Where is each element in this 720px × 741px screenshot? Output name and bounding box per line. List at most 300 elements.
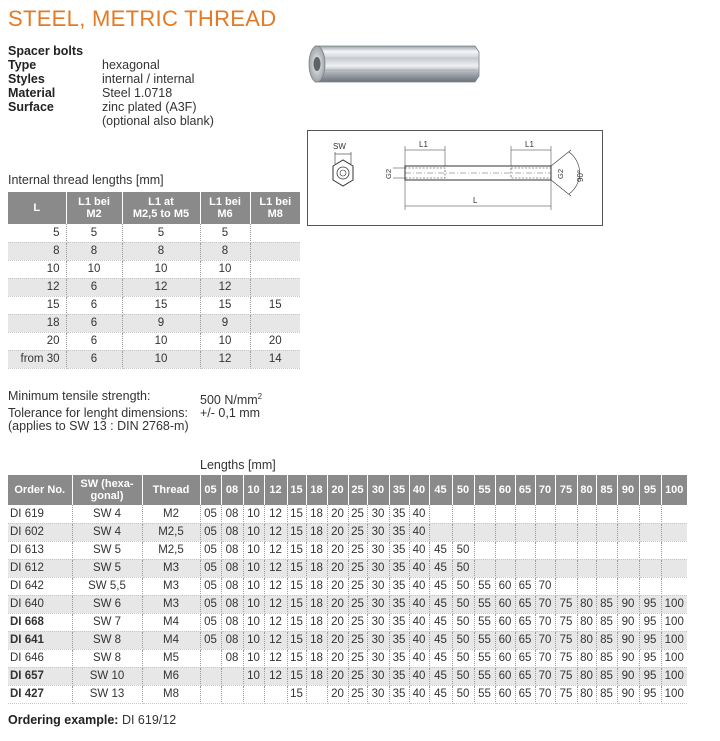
length-cell: 30 bbox=[367, 631, 389, 649]
length-cell: 15 bbox=[287, 541, 306, 559]
length-cell: 10 bbox=[243, 577, 264, 595]
column-header-line: M6 bbox=[217, 208, 233, 220]
table-cell: 6 bbox=[66, 278, 122, 296]
column-header bbox=[200, 192, 250, 224]
length-cell bbox=[221, 685, 243, 703]
page-title: STEEL, METRIC THREAD bbox=[8, 6, 277, 31]
length-cell: 90 bbox=[617, 613, 639, 631]
length-cell bbox=[452, 505, 474, 523]
column-header-line: gonal) bbox=[90, 490, 124, 502]
thread-cell: M6 bbox=[142, 667, 200, 685]
length-cell bbox=[639, 505, 661, 523]
length-cell: 85 bbox=[596, 685, 617, 703]
length-cell: 40 bbox=[409, 685, 429, 703]
length-cell: 100 bbox=[661, 667, 687, 685]
column-header-line: Order No. bbox=[14, 484, 66, 496]
table-row bbox=[8, 523, 687, 541]
spec-row bbox=[8, 86, 214, 100]
table-row bbox=[8, 559, 687, 577]
table-row bbox=[8, 242, 300, 260]
length-cell: 08 bbox=[221, 559, 243, 577]
table-row bbox=[8, 541, 687, 559]
length-cell: 15 bbox=[287, 559, 306, 577]
length-cell: 95 bbox=[639, 613, 661, 631]
length-cell bbox=[596, 559, 617, 577]
table-cell: 9 bbox=[122, 314, 200, 332]
column-header bbox=[8, 475, 72, 505]
sw-cell: SW 7 bbox=[72, 613, 142, 631]
order-number: DI 427 bbox=[8, 685, 72, 703]
length-cell bbox=[639, 559, 661, 577]
length-cell: 10 bbox=[243, 541, 264, 559]
length-cell bbox=[495, 523, 515, 541]
order-table bbox=[8, 475, 687, 704]
table-cell: 8 bbox=[122, 242, 200, 260]
length-cell: 30 bbox=[367, 649, 389, 667]
length-cell bbox=[661, 559, 687, 577]
length-cell: 90 bbox=[617, 685, 639, 703]
note-key: Tolerance for lenght dimensions: bbox=[8, 406, 188, 421]
length-cell bbox=[221, 667, 243, 685]
length-cell: 20 bbox=[327, 685, 348, 703]
column-header: 60 bbox=[495, 475, 515, 505]
column-header: 80 bbox=[577, 475, 596, 505]
length-cell: 25 bbox=[348, 631, 367, 649]
length-cell: 40 bbox=[409, 631, 429, 649]
table-row bbox=[8, 314, 300, 332]
column-header: 50 bbox=[452, 475, 474, 505]
length-cell: 25 bbox=[348, 685, 367, 703]
length-cell bbox=[617, 577, 639, 595]
table-cell: 5 bbox=[66, 224, 122, 242]
length-cell bbox=[535, 523, 555, 541]
table-row bbox=[8, 613, 687, 631]
length-cell: 18 bbox=[306, 559, 327, 577]
order-number: DI 657 bbox=[8, 667, 72, 685]
length-cell: 75 bbox=[555, 649, 577, 667]
length-cell: 20 bbox=[327, 505, 348, 523]
length-cell: 70 bbox=[535, 613, 555, 631]
length-cell bbox=[661, 541, 687, 559]
spec-key: Surface bbox=[8, 100, 54, 114]
column-header-line: M2,5 to M5 bbox=[132, 208, 190, 220]
length-cell: 50 bbox=[452, 685, 474, 703]
table-cell: 12 bbox=[200, 350, 250, 368]
length-cell: 05 bbox=[200, 523, 221, 541]
column-header: 20 bbox=[327, 475, 348, 505]
length-cell: 30 bbox=[367, 667, 389, 685]
length-cell bbox=[577, 541, 596, 559]
column-header: 10 bbox=[243, 475, 264, 505]
length-cell: 90 bbox=[617, 667, 639, 685]
length-cell: 65 bbox=[515, 649, 535, 667]
table-cell: 10 bbox=[66, 260, 122, 278]
sw-cell: SW 5,5 bbox=[72, 577, 142, 595]
length-cell bbox=[474, 523, 495, 541]
column-header: 18 bbox=[306, 475, 327, 505]
length-cell: 70 bbox=[535, 577, 555, 595]
table-cell: 8 bbox=[200, 242, 250, 260]
length-cell bbox=[429, 505, 452, 523]
table-cell: 15 bbox=[122, 296, 200, 314]
length-cell: 55 bbox=[474, 595, 495, 613]
length-cell: 30 bbox=[367, 523, 389, 541]
length-cell: 35 bbox=[389, 541, 409, 559]
length-cell bbox=[639, 523, 661, 541]
angle-label: 90° bbox=[576, 169, 585, 182]
column-header bbox=[142, 475, 200, 505]
length-cell: 80 bbox=[577, 631, 596, 649]
length-cell: 08 bbox=[221, 541, 243, 559]
length-cell: 25 bbox=[348, 667, 367, 685]
length-cell: 15 bbox=[287, 667, 306, 685]
length-cell: 05 bbox=[200, 505, 221, 523]
table-row bbox=[8, 278, 300, 296]
length-cell: 18 bbox=[306, 523, 327, 541]
table-cell bbox=[250, 278, 300, 296]
length-cell: 08 bbox=[221, 523, 243, 541]
table-row bbox=[8, 595, 687, 613]
thread-cell: M2,5 bbox=[142, 541, 200, 559]
column-header-line: L1 bei bbox=[259, 196, 292, 208]
table-cell: 12 bbox=[122, 278, 200, 296]
column-header-line: M8 bbox=[267, 208, 283, 220]
thread-cell: M3 bbox=[142, 577, 200, 595]
column-header: 95 bbox=[639, 475, 661, 505]
length-cell: 45 bbox=[429, 595, 452, 613]
thread-cell: M4 bbox=[142, 631, 200, 649]
length-cell: 80 bbox=[577, 685, 596, 703]
sw-label: SW bbox=[333, 142, 346, 151]
table-cell: 12 bbox=[200, 278, 250, 296]
length-cell bbox=[474, 541, 495, 559]
length-cell bbox=[555, 523, 577, 541]
thread-cell: M2,5 bbox=[142, 523, 200, 541]
length-cell: 95 bbox=[639, 595, 661, 613]
length-cell: 100 bbox=[661, 595, 687, 613]
note-value-text: +/- 0,1 mm bbox=[200, 406, 261, 421]
length-cell: 18 bbox=[306, 667, 327, 685]
length-cell: 40 bbox=[409, 595, 429, 613]
length-cell: 10 bbox=[243, 613, 264, 631]
table-cell: 20 bbox=[8, 332, 66, 350]
column-header bbox=[66, 192, 122, 224]
length-cell: 12 bbox=[264, 505, 287, 523]
length-cell: 15 bbox=[287, 685, 306, 703]
table-cell bbox=[250, 314, 300, 332]
column-header: 70 bbox=[535, 475, 555, 505]
length-cell: 55 bbox=[474, 577, 495, 595]
column-header: 75 bbox=[555, 475, 577, 505]
length-cell bbox=[452, 523, 474, 541]
length-cell bbox=[200, 649, 221, 667]
length-cell: 20 bbox=[327, 631, 348, 649]
length-cell: 30 bbox=[367, 595, 389, 613]
length-cell: 18 bbox=[306, 505, 327, 523]
length-cell: 40 bbox=[409, 523, 429, 541]
length-cell: 18 bbox=[306, 595, 327, 613]
length-cell: 55 bbox=[474, 649, 495, 667]
length-cell: 70 bbox=[535, 631, 555, 649]
length-cell: 85 bbox=[596, 667, 617, 685]
length-cell: 50 bbox=[452, 649, 474, 667]
length-cell: 15 bbox=[287, 577, 306, 595]
table-row bbox=[8, 505, 687, 523]
length-cell: 60 bbox=[495, 631, 515, 649]
length-cell: 40 bbox=[409, 559, 429, 577]
table-cell: 10 bbox=[200, 332, 250, 350]
ordering-example bbox=[8, 713, 176, 727]
length-cell: 90 bbox=[617, 595, 639, 613]
length-cell: 15 bbox=[287, 505, 306, 523]
length-cell: 12 bbox=[264, 631, 287, 649]
table-cell: 5 bbox=[8, 224, 66, 242]
length-cell bbox=[495, 541, 515, 559]
length-cell: 100 bbox=[661, 649, 687, 667]
table-header-row bbox=[8, 475, 687, 505]
length-cell bbox=[535, 559, 555, 577]
column-header: 25 bbox=[348, 475, 367, 505]
spec-value: internal / internal bbox=[102, 72, 195, 86]
table-cell: 10 bbox=[122, 350, 200, 368]
length-cell: 15 bbox=[287, 523, 306, 541]
spec-row bbox=[8, 114, 214, 128]
length-cell: 20 bbox=[327, 613, 348, 631]
thread-cell: M4 bbox=[142, 613, 200, 631]
length-cell: 10 bbox=[243, 631, 264, 649]
length-cell: 95 bbox=[639, 667, 661, 685]
note-row bbox=[8, 420, 262, 433]
table-cell: 12 bbox=[8, 278, 66, 296]
length-cell: 25 bbox=[348, 523, 367, 541]
length-cell bbox=[474, 505, 495, 523]
column-header: 45 bbox=[429, 475, 452, 505]
spec-value: zinc plated (A3F) bbox=[102, 100, 197, 114]
sw-cell: SW 6 bbox=[72, 595, 142, 613]
length-cell: 65 bbox=[515, 595, 535, 613]
length-cell bbox=[661, 577, 687, 595]
length-cell bbox=[596, 541, 617, 559]
length-cell: 95 bbox=[639, 685, 661, 703]
spec-row bbox=[8, 100, 214, 114]
length-cell: 45 bbox=[429, 631, 452, 649]
table-row bbox=[8, 332, 300, 350]
length-cell: 45 bbox=[429, 667, 452, 685]
length-cell: 65 bbox=[515, 667, 535, 685]
length-cell: 10 bbox=[243, 667, 264, 685]
length-cell bbox=[535, 541, 555, 559]
table-cell bbox=[250, 224, 300, 242]
spec-key bbox=[8, 114, 102, 128]
length-cell: 60 bbox=[495, 577, 515, 595]
length-cell: 75 bbox=[555, 613, 577, 631]
spec-key: Material bbox=[8, 86, 56, 100]
order-number: DI 646 bbox=[8, 649, 72, 667]
length-cell: 20 bbox=[327, 577, 348, 595]
length-cell: 20 bbox=[327, 595, 348, 613]
spec-row bbox=[8, 72, 214, 86]
length-cell: 100 bbox=[661, 613, 687, 631]
length-cell: 15 bbox=[287, 595, 306, 613]
technical-notes bbox=[8, 390, 262, 433]
length-cell: 60 bbox=[495, 667, 515, 685]
length-cell: 85 bbox=[596, 631, 617, 649]
thread-cell: M3 bbox=[142, 595, 200, 613]
column-header-line: M2 bbox=[86, 208, 102, 220]
length-cell bbox=[596, 505, 617, 523]
length-cell bbox=[515, 559, 535, 577]
length-cell: 55 bbox=[474, 667, 495, 685]
table-row bbox=[8, 296, 300, 314]
length-cell: 18 bbox=[306, 541, 327, 559]
length-cell: 50 bbox=[452, 613, 474, 631]
length-cell: 12 bbox=[264, 523, 287, 541]
length-cell bbox=[243, 685, 264, 703]
length-cell: 50 bbox=[452, 667, 474, 685]
length-cell: 20 bbox=[327, 559, 348, 577]
length-cell: 30 bbox=[367, 559, 389, 577]
length-cell: 30 bbox=[367, 505, 389, 523]
length-cell bbox=[661, 505, 687, 523]
length-cell: 65 bbox=[515, 613, 535, 631]
column-header: 65 bbox=[515, 475, 535, 505]
length-cell bbox=[200, 667, 221, 685]
length-cell: 50 bbox=[452, 595, 474, 613]
column-header bbox=[122, 192, 200, 224]
order-number: DI 602 bbox=[8, 523, 72, 541]
length-cell: 90 bbox=[617, 631, 639, 649]
thread-length-table bbox=[8, 192, 300, 369]
length-cell bbox=[596, 523, 617, 541]
length-cell bbox=[577, 559, 596, 577]
sw-cell: SW 5 bbox=[72, 559, 142, 577]
length-cell bbox=[535, 505, 555, 523]
length-cell: 30 bbox=[367, 685, 389, 703]
length-cell: 18 bbox=[306, 649, 327, 667]
length-cell: 75 bbox=[555, 685, 577, 703]
length-cell: 65 bbox=[515, 631, 535, 649]
thread-cell: M3 bbox=[142, 559, 200, 577]
length-cell: 20 bbox=[327, 541, 348, 559]
note-superscript: 2 bbox=[257, 392, 263, 401]
length-cell: 12 bbox=[264, 541, 287, 559]
table-cell: 6 bbox=[66, 296, 122, 314]
length-cell: 60 bbox=[495, 649, 515, 667]
length-cell: 05 bbox=[200, 559, 221, 577]
length-cell: 25 bbox=[348, 541, 367, 559]
length-cell bbox=[306, 685, 327, 703]
l1-left-label: L1 bbox=[419, 140, 428, 149]
length-cell: 75 bbox=[555, 667, 577, 685]
length-cell: 12 bbox=[264, 613, 287, 631]
column-header: 15 bbox=[287, 475, 306, 505]
length-cell: 05 bbox=[200, 595, 221, 613]
table-cell: 6 bbox=[66, 350, 122, 368]
length-cell: 05 bbox=[200, 577, 221, 595]
length-cell: 45 bbox=[429, 685, 452, 703]
length-cell: 20 bbox=[327, 667, 348, 685]
length-cell: 10 bbox=[243, 505, 264, 523]
table-cell bbox=[250, 242, 300, 260]
column-header-line: L bbox=[33, 202, 41, 214]
length-cell: 40 bbox=[409, 505, 429, 523]
length-cell: 35 bbox=[389, 523, 409, 541]
length-cell: 35 bbox=[389, 577, 409, 595]
length-cell: 30 bbox=[367, 577, 389, 595]
length-cell: 40 bbox=[409, 541, 429, 559]
length-cell bbox=[515, 523, 535, 541]
order-number: DI 613 bbox=[8, 541, 72, 559]
length-cell: 12 bbox=[264, 649, 287, 667]
length-cell: 12 bbox=[264, 577, 287, 595]
length-cell: 12 bbox=[264, 595, 287, 613]
length-cell bbox=[555, 541, 577, 559]
length-cell: 95 bbox=[639, 649, 661, 667]
length-cell: 18 bbox=[306, 613, 327, 631]
ordering-example-value: DI 619/12 bbox=[121, 713, 177, 727]
order-number: DI 668 bbox=[8, 613, 72, 631]
length-cell: 18 bbox=[306, 577, 327, 595]
column-header bbox=[250, 192, 300, 224]
sw-cell: SW 5 bbox=[72, 541, 142, 559]
length-cell: 65 bbox=[515, 685, 535, 703]
table-cell: 15 bbox=[8, 296, 66, 314]
spec-list bbox=[8, 44, 214, 128]
table-cell: 10 bbox=[8, 260, 66, 278]
column-header: 30 bbox=[367, 475, 389, 505]
column-header: 55 bbox=[474, 475, 495, 505]
length-cell: 12 bbox=[264, 667, 287, 685]
length-cell: 40 bbox=[409, 613, 429, 631]
length-cell bbox=[495, 505, 515, 523]
l-label: L bbox=[473, 196, 478, 205]
length-cell: 10 bbox=[243, 649, 264, 667]
g2-left-label: G2 bbox=[384, 168, 393, 179]
column-header bbox=[8, 192, 66, 224]
length-cell: 08 bbox=[221, 613, 243, 631]
length-cell: 45 bbox=[429, 613, 452, 631]
length-cell: 90 bbox=[617, 649, 639, 667]
column-header: 100 bbox=[661, 475, 687, 505]
table-cell: 15 bbox=[250, 296, 300, 314]
column-header: 05 bbox=[200, 475, 221, 505]
length-cell: 60 bbox=[495, 685, 515, 703]
length-cell: 25 bbox=[348, 577, 367, 595]
length-cell: 80 bbox=[577, 613, 596, 631]
length-cell bbox=[577, 505, 596, 523]
thread-cell: M5 bbox=[142, 649, 200, 667]
length-cell: 100 bbox=[661, 685, 687, 703]
length-cell: 15 bbox=[287, 649, 306, 667]
length-cell bbox=[617, 523, 639, 541]
spacer-bolt-photo bbox=[305, 40, 483, 86]
thread-cell: M8 bbox=[142, 685, 200, 703]
table-cell: 8 bbox=[8, 242, 66, 260]
length-cell: 85 bbox=[596, 595, 617, 613]
length-cell: 10 bbox=[243, 559, 264, 577]
length-cell: 15 bbox=[287, 631, 306, 649]
length-cell bbox=[555, 505, 577, 523]
length-cell: 18 bbox=[306, 631, 327, 649]
length-cell: 35 bbox=[389, 559, 409, 577]
length-cell: 10 bbox=[243, 595, 264, 613]
table-cell: 10 bbox=[200, 260, 250, 278]
length-cell: 70 bbox=[535, 685, 555, 703]
order-number: DI 642 bbox=[8, 577, 72, 595]
sw-cell: SW 4 bbox=[72, 523, 142, 541]
g2-right-label: G2 bbox=[556, 168, 565, 179]
length-cell: 45 bbox=[429, 559, 452, 577]
